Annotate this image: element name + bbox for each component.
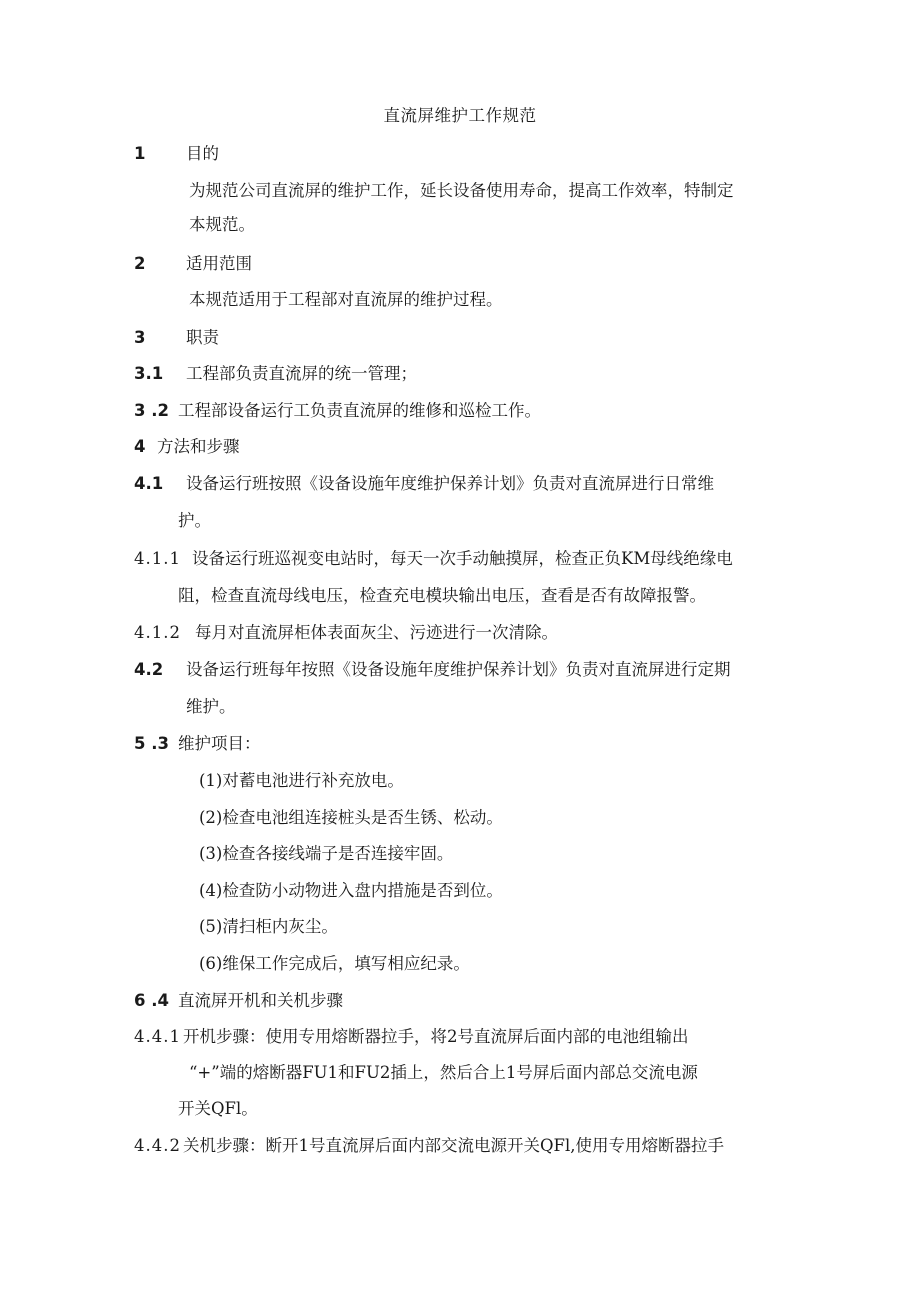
section-number-4-1: 4.1 <box>134 474 164 493</box>
section-number-3-2: 3 .2 <box>134 401 169 420</box>
section-number-3: 3 <box>134 328 146 347</box>
section-number-4-4-1: 4.4.1 <box>134 1027 181 1046</box>
shutdown-line-1: 关机步骤：断开1号直流屏后面内部交流电源开关QFl,使用专用熔断器拉手 <box>183 1136 724 1155</box>
section-number-4-4-2: 4.4.2 <box>134 1136 181 1155</box>
section-heading-responsibility: 职责 <box>186 328 219 347</box>
scope-body-line-1: 本规范适用于工程部对直流屏的维护过程。 <box>189 290 503 309</box>
section-number-5-3: 5 .3 <box>134 734 169 753</box>
section-heading-method: 方法和步骤 <box>157 437 240 456</box>
maintenance-item-1: (1)对蓄电池进行补充放电。 <box>199 771 404 790</box>
section-heading-startup-shutdown: 直流屏开机和关机步骤 <box>178 991 343 1010</box>
responsibility-3-1: 工程部负责直流屏的统一管理； <box>186 364 417 383</box>
purpose-body-line-2: 本规范。 <box>189 215 255 234</box>
section-number-1: 1 <box>134 144 146 163</box>
method-4-2-line-1: 设备运行班每年按照《设备设施年度维护保养计划》负责对直流屏进行定期 <box>186 660 731 679</box>
startup-line-3: 开关QFl。 <box>178 1099 258 1118</box>
method-4-2-line-2: 维护。 <box>186 697 236 716</box>
maintenance-item-6: (6)维保工作完成后，填写相应纪录。 <box>199 954 470 973</box>
method-4-1-1-line-1: 设备运行班巡视变电站时，每天一次手动触摸屏，检查正负KM母线绝缘电 <box>192 549 733 568</box>
section-number-6-4: 6 .4 <box>134 991 169 1010</box>
section-heading-purpose: 目的 <box>186 144 219 163</box>
section-heading-maintenance-items: 维护项目： <box>178 734 261 753</box>
section-number-4-1-2: 4.1.2 <box>134 623 181 642</box>
maintenance-item-3: (3)检查各接线端子是否连接牢固。 <box>199 844 454 863</box>
method-4-1-2-line-1: 每月对直流屏柜体表面灰尘、污迹进行一次清除。 <box>195 623 558 642</box>
startup-line-1: 开机步骤：使用专用熔断器拉手，将2号直流屏后面内部的电池组输出 <box>183 1027 689 1046</box>
section-number-4-1-1: 4.1.1 <box>134 549 181 568</box>
section-number-2: 2 <box>134 254 146 273</box>
purpose-body-line-1: 为规范公司直流屏的维护工作，延长设备使用寿命，提高工作效率，特制定 <box>189 181 734 200</box>
method-4-1-line-1: 设备运行班按照《设备设施年度维护保养计划》负责对直流屏进行日常维 <box>186 474 714 493</box>
method-4-1-line-2: 护。 <box>178 511 211 530</box>
maintenance-item-5: (5)清扫柜内灰尘。 <box>199 917 338 936</box>
section-heading-scope: 适用范围 <box>186 254 252 273</box>
method-4-1-1-line-2: 阻，检查直流母线电压，检查充电模块输出电压，查看是否有故障报警。 <box>178 586 706 605</box>
section-number-4: 4 <box>134 437 146 456</box>
document-title: 直流屏维护工作规范 <box>383 106 537 125</box>
section-number-3-1: 3.1 <box>134 364 164 383</box>
responsibility-3-2: 工程部设备运行工负责直流屏的维修和巡检工作。 <box>178 401 541 420</box>
maintenance-item-2: (2)检查电池组连接桩头是否生锈、松动。 <box>199 808 503 827</box>
startup-line-2: “+”端的熔断器FU1和FU2插上，然后合上1号屏后面内部总交流电源 <box>189 1063 698 1082</box>
section-number-4-2: 4.2 <box>134 660 164 679</box>
maintenance-item-4: (4)检查防小动物进入盘内措施是否到位。 <box>199 881 503 900</box>
